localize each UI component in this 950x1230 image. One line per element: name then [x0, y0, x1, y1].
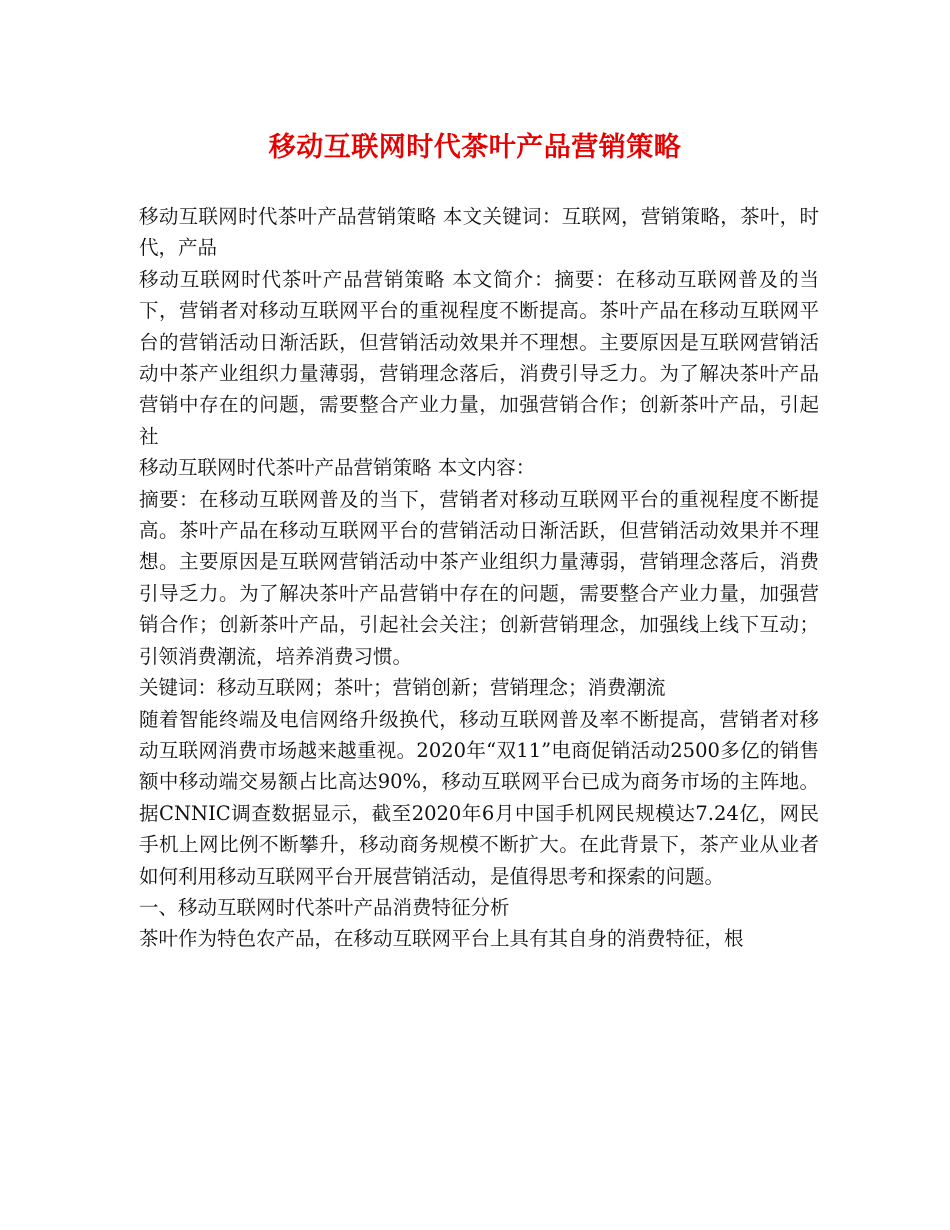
section-paragraph: 茶叶作为特色农产品，在移动互联网平台上具有其自身的消费特征，根 — [139, 927, 744, 951]
abstract-keywords-paragraph: 关键词：移动互联网；茶叶；营销创新；营销理念；消费潮流 — [139, 676, 666, 700]
abstract-paragraph: 摘要：在移动互联网普及的当下，营销者对移动互联网平台的重视程度不断提高。茶叶产品在移动互联网平台的营销活动日渐活跃，但营销活动效果并不理想。主要原因是互联网营销活动中茶产业组织力量薄弱，营销理念落后，消费引导乏力。为了解决茶叶产品营销中存在的问题，需要整合产业力量，加强营销合作；创新茶叶产品，引起社会关注；创新营销理念，加强线上线下互动；引领消费潮流，培养消费习惯。 — [139, 487, 819, 668]
content-heading-paragraph: 移动互联网时代茶叶产品营销策略 本文内容： — [139, 456, 536, 480]
page-title: 移动互联网时代茶叶产品营销策略 — [268, 132, 682, 163]
summary-paragraph: 移动互联网时代茶叶产品营销策略 本文简介：摘要：在移动互联网普及的当下，营销者对移动互联网平台的重视程度不断提高。茶叶产品在移动互联网平台的营销活动日渐活跃，但营销活动效果并不理想。主要原因是互联网营销活动中茶产业组织力量薄弱，营销理念落后，消费引导乏力。为了解决茶叶产品营销中存在的问题，需要整合产业力量，加强营销合作；创新茶叶产品，引起社 — [139, 267, 819, 448]
section-heading: 一、移动互联网时代茶叶产品消费特征分析 — [139, 895, 510, 919]
keywords-paragraph: 移动互联网时代茶叶产品营销策略 本文关键词：互联网，营销策略，茶叶，时代，产品 — [139, 205, 819, 260]
intro-paragraph: 随着智能终端及电信网络升级换代，移动互联网普及率不断提高，营销者对移动互联网消费市场越来越重视。2020年“双11”电商促销活动2500多亿的销售额中移动端交易额占比高达90%，移动互联网平台已成为商务市场的主阵地。据CNNIC调查数据显示，截至2020年6月中国手机网民规模达7.24亿，网民手机上网比例不断攀升，移动商务规模不断扩大。在此背景下，茶产业从业者如何利用移动互联网平台开展营销活动，是值得思考和探索的问题。 — [139, 707, 819, 888]
document-body — [139, 201, 819, 955]
